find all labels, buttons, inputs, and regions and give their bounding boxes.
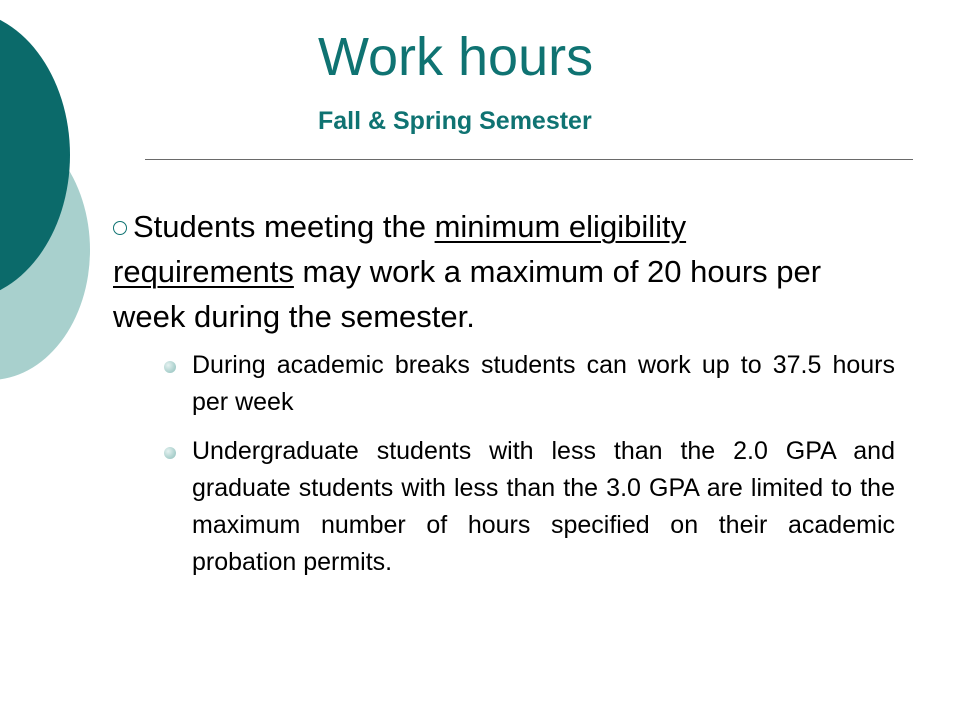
slide-subtitle: Fall & Spring Semester — [318, 107, 592, 135]
eligibility-requirements-link[interactable]: minimum eligibility requirements — [113, 209, 687, 289]
sub-bullet-gpa-limits — [160, 433, 895, 581]
slide-title: Work hours — [318, 27, 594, 87]
main-bullet-prefix: Students meeting the — [133, 209, 435, 244]
sub-bullet-academic-breaks — [160, 347, 895, 421]
main-bullet-point — [113, 204, 853, 339]
dot-bullet-icon — [164, 361, 176, 373]
sub-bullet-text: During academic breaks students can work up to 37.5 hours per week — [192, 351, 895, 416]
ring-bullet-icon — [113, 221, 127, 235]
sub-bullet-text: Undergraduate students with less than the 2.0 GPA and graduate students with less than the 3.0 GPA are limited to the maximum number of hours specified on their academic probation permits. — [192, 437, 895, 576]
title-divider — [145, 159, 913, 160]
sub-bullet-list — [160, 347, 895, 593]
main-bullet-suffix: may work a maximum of 20 hours per week during the semester. — [113, 254, 822, 334]
dot-bullet-icon — [164, 447, 176, 459]
